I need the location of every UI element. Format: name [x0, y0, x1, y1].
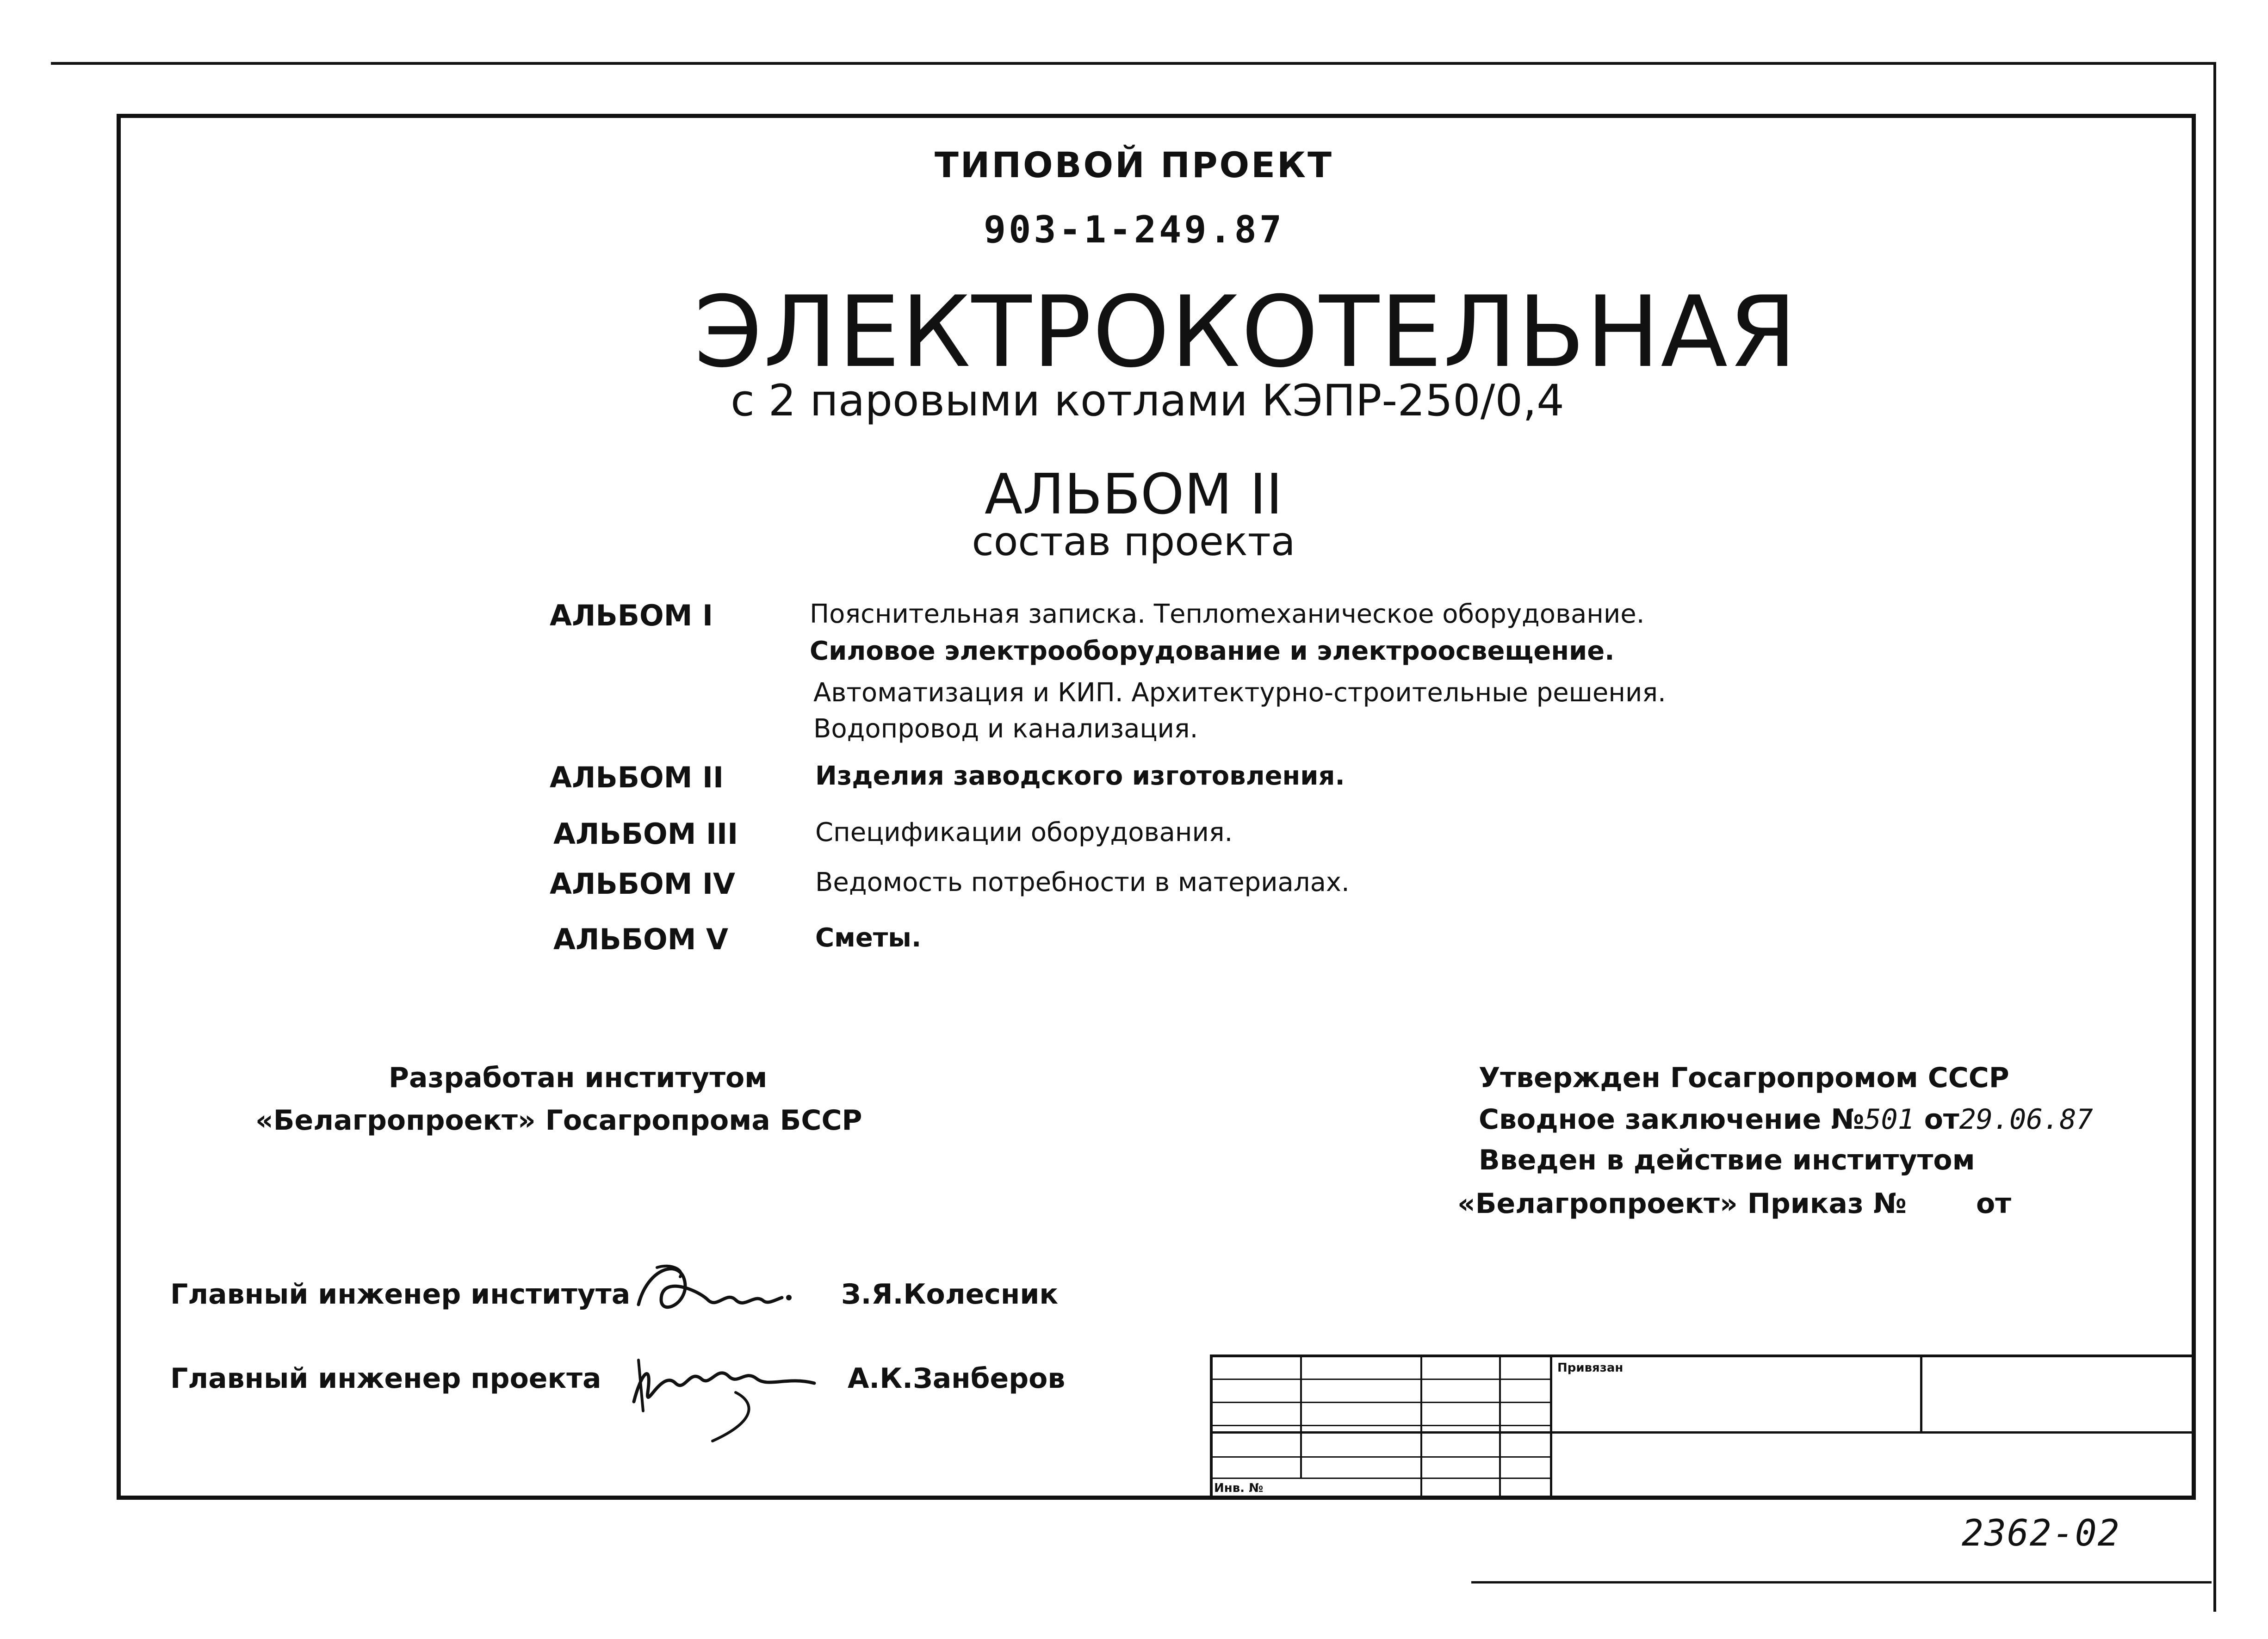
project-title: ЭЛЕКТРОКОТЕЛЬНАЯ: [694, 275, 1798, 389]
chief-engineer-institute-name: З.Я.Колесник: [841, 1278, 1059, 1311]
approval-date: 29.06.87: [1959, 1103, 2093, 1136]
signature-kolesnik: [629, 1249, 796, 1342]
stamp-line: [1920, 1354, 1922, 1433]
approval-prefix: Сводное заключение №: [1479, 1103, 1865, 1136]
album-label: АЛЬБОМ III: [553, 817, 738, 851]
album-description-line: Сметы.: [815, 923, 922, 953]
top-border-line: [51, 62, 2216, 65]
document-type: ТИПОВОЙ ПРОЕКТ: [934, 144, 1334, 186]
developer-line-1: Разработан институтом: [389, 1062, 768, 1094]
stamp-line: [1420, 1354, 1422, 1500]
approval-from: от: [1924, 1103, 1959, 1136]
stamp-line: [1300, 1354, 1302, 1478]
inventory-number-label: Инв. №: [1214, 1481, 1264, 1495]
stamp-line: [1550, 1354, 1552, 1500]
stamp-line: [1210, 1354, 2196, 1357]
album-description-line: Изделия заводского изготовления.: [815, 761, 1345, 791]
approval-line-4: [1457, 1190, 2011, 1218]
album-description-line: Силовое электрооборудование и электроосвещение.: [810, 636, 1615, 666]
approval-order-from: от: [1976, 1188, 2011, 1220]
chief-engineer-project-role: Главный инженер проекта: [170, 1362, 601, 1395]
chief-engineer-project-name: А.К.Занберов: [848, 1362, 1066, 1395]
album-description-line: Спецификации оборудования.: [815, 817, 1233, 847]
album-label: АЛЬБОМ V: [553, 922, 728, 956]
approval-line-1: Утвержден Госагропромом СССР: [1479, 1062, 2009, 1094]
album-description-line: Ведомость потребности в материалах.: [815, 867, 1350, 897]
bottom-trim-line: [1471, 1581, 2212, 1583]
stamp-line: [1210, 1431, 2196, 1434]
developer-line-2: «Белагропроект» Госагропрома БССР: [255, 1104, 862, 1137]
album-description-line: Водопровод и канализация.: [813, 714, 1198, 744]
album-label: АЛЬБОМ I: [550, 599, 713, 632]
approval-number: 501: [1864, 1103, 1915, 1136]
album-label: АЛЬБОМ IV: [550, 867, 736, 901]
document-code: 903-1-249.87: [984, 208, 1284, 251]
project-subtitle: с 2 паровыми котлами КЭПР-250/0,4: [731, 376, 1564, 426]
album-description-line: Автоматизация и КИП. Архитектурно-строительные решения.: [813, 678, 1666, 708]
approval-order: «Белагропроект» Приказ №: [1457, 1188, 1907, 1220]
approval-line-3: Введен в действие институтом: [1479, 1144, 1975, 1176]
album-caption: состав проекта: [972, 519, 1295, 565]
signature-zanberov: [620, 1332, 824, 1453]
album-heading: АЛЬБОМ II: [985, 463, 1283, 527]
stamp-line: [1210, 1354, 1213, 1500]
sheet-number: 2362-02: [1962, 1513, 2120, 1554]
chief-engineer-institute-role: Главный инженер института: [170, 1278, 631, 1311]
album-label: АЛЬБОМ II: [550, 761, 724, 794]
bound-label: Привязан: [1557, 1361, 1624, 1375]
album-description-line: Пояснительная записка. Теплomеханическое оборудование.: [810, 599, 1645, 629]
right-border-line: [2213, 62, 2216, 1612]
stamp-line: [1499, 1354, 1501, 1500]
approval-line-2: [1479, 1103, 2093, 1136]
